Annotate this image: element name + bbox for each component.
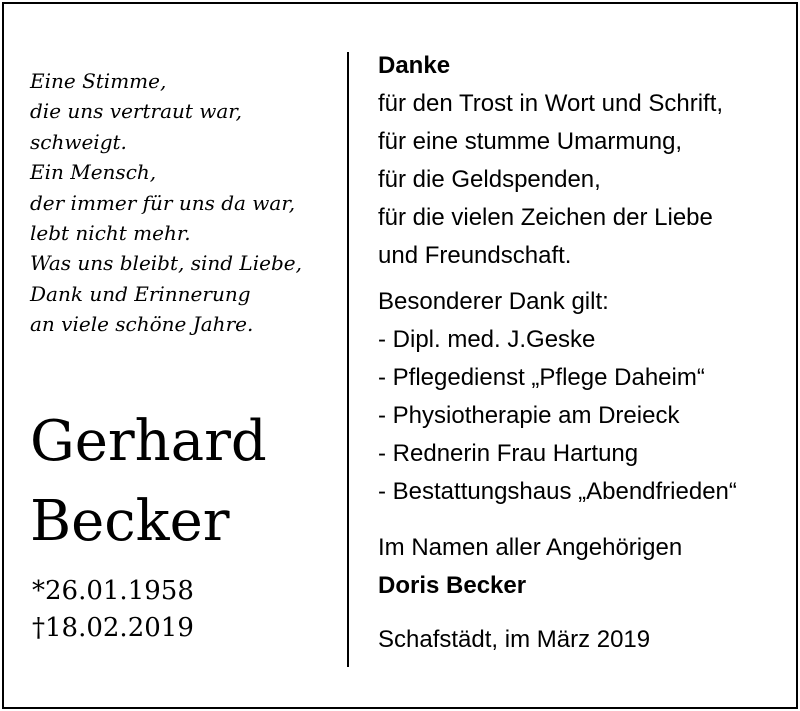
signature-intro: Im Namen aller Angehörigen: [378, 534, 683, 561]
poem-line: die uns vertraut war,: [30, 99, 243, 124]
signature-name: Doris Becker: [378, 572, 527, 599]
obituary-notice: [2, 2, 798, 709]
poem-line: Was uns bleibt, sind Liebe,: [30, 251, 302, 276]
special-thanks-item: - Rednerin Frau Hartung: [378, 440, 639, 467]
poem-line: lebt nicht mehr.: [30, 221, 191, 246]
poem-line: der immer für uns da war,: [30, 190, 296, 215]
thanks-line: für die Geldspenden,: [378, 166, 601, 193]
poem-block: [30, 66, 302, 340]
thanks-heading: Danke: [378, 52, 451, 79]
special-thanks-item: - Dipl. med. J.Geske: [378, 326, 596, 353]
place-date: Schafstädt, im März 2019: [378, 626, 651, 653]
thanks-line: und Freundschaft.: [378, 242, 572, 269]
special-thanks-item: - Bestattungshaus „Abendfrieden“: [378, 478, 737, 505]
thanks-line: für die vielen Zeichen der Liebe: [378, 204, 713, 231]
deceased-name: [30, 402, 267, 562]
life-dates: [32, 573, 194, 647]
vertical-divider: [347, 52, 349, 667]
poem-line: Dank und Erinnerung: [30, 281, 251, 306]
special-thanks-item: - Pflegedienst „Pflege Daheim“: [378, 364, 705, 391]
special-thanks-item: - Physiotherapie am Dreieck: [378, 402, 680, 429]
thanks-line: für eine stumme Umarmung,: [378, 128, 683, 155]
thanks-line: für den Trost in Wort und Schrift,: [378, 90, 724, 117]
death-date: †18.02.2019: [32, 613, 194, 643]
poem-line: schweigt.: [30, 129, 127, 154]
deceased-last-name: Becker: [30, 489, 230, 554]
poem-line: Eine Stimme,: [30, 69, 167, 93]
poem-line: an viele schöne Jahre.: [30, 312, 254, 337]
deceased-first-name: Gerhard: [30, 409, 267, 474]
birth-date: *26.01.1958: [32, 576, 194, 606]
special-thanks-heading: Besonderer Dank gilt:: [378, 288, 609, 315]
poem-line: Ein Mensch,: [30, 160, 157, 185]
